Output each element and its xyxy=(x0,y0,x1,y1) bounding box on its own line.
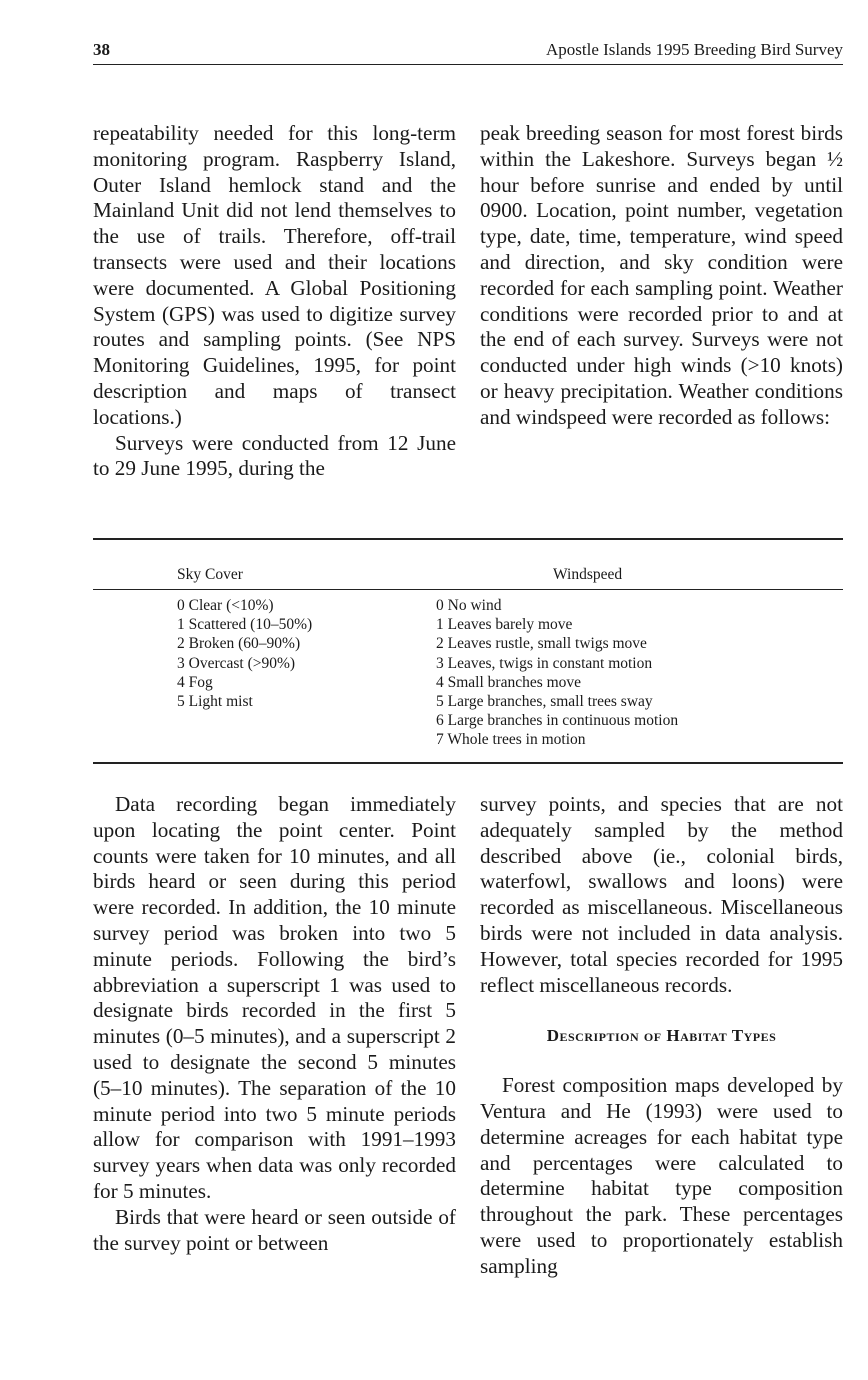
sky-cover-row: 4 Fog xyxy=(177,673,213,691)
running-title: Apostle Islands 1995 Breeding Bird Survey xyxy=(546,40,843,59)
page-number: 38 xyxy=(93,40,110,59)
top-right-paragraph-1: peak breeding season for most forest birds within the Lakeshore. Surveys began ½ hour before sunrise and ended by until 0900. Location, point number, vegetation type, date, time, temperature, wind speed and direction, and sky condition were recorded for each sampling point. Weather conditions were recorded prior to and at the end of each survey. Surveys were not conducted under high winds (>10 knots) or heavy precipitation. Weather conditions and windspeed were recorded as follows: xyxy=(480,121,843,429)
top-left-paragraph-1: repeatability needed for this long-term monitoring program. Raspberry Island, Outer Island hemlock stand and the Mainland Unit did not lend themselves to the use of trails. Therefore, off-trail transects were used and their locations were documented. A Global Positioning System (GPS) was used to digitize survey routes and sampling points. (See NPS Monitoring Guidelines, 1995, for point description and maps of transect locations.) xyxy=(93,121,456,429)
bottom-left-paragraph-2: Birds that were heard or seen outside of the survey point or between xyxy=(93,1204,456,1255)
windspeed-row: 7 Whole trees in motion xyxy=(436,731,586,749)
windspeed-row: 6 Large branches in continuous motion xyxy=(436,712,679,730)
section-heading: Description of Habitat Types xyxy=(546,1026,777,1046)
weather-table-header xyxy=(93,565,843,590)
top-left-column xyxy=(93,121,456,482)
bottom-right-paragraph-2: Forest composition maps developed by Ventura and He (1993) were used to determine acreages for each habitat type and percentages were calculated to determine habitat type composition throughout the park. These percentages were used to proportionately establish sampling xyxy=(480,1073,843,1278)
windspeed-header: Windspeed xyxy=(553,566,623,583)
top-right-column xyxy=(480,121,843,431)
running-header xyxy=(93,38,843,65)
sky-cover-row: 3 Overcast (>90%) xyxy=(177,654,296,672)
bottom-left-paragraph-1: Data recording began immediately upon locating the point center. Point counts were taken for 10 minutes, and all birds heard or seen during this period were recorded. In addition, the 10 minute survey period was broken into two 5 minute periods. Following the bird’s abbreviation a superscript 1 was used to designate birds recorded in the first 5 minutes (0–5 minutes), and a superscript 2 used to designate the second 5 minutes (5–10 minutes). The separation of the 10 minute period into two 5 minute periods allow for comparison with 1991–1993 survey years when data was only recorded for 5 minutes. xyxy=(93,792,456,1203)
windspeed-row: 4 Small branches move xyxy=(436,673,582,691)
sky-cover-row: 5 Light mist xyxy=(177,693,253,711)
bottom-right-paragraph-1: survey points, and species that are not adequately sampled by the method described above (ie., colonial birds, waterfowl, swallows and loons) were recorded as miscellaneous. Miscellaneous birds were not included in data analysis. However, total species recorded for 1995 reflect miscellaneous records. xyxy=(480,792,843,997)
windspeed-row: 3 Leaves, twigs in constant motion xyxy=(436,654,653,672)
sky-cover-row: 2 Broken (60–90%) xyxy=(177,635,301,653)
bottom-right-column xyxy=(480,792,843,1280)
weather-table xyxy=(93,538,843,764)
windspeed-row: 1 Leaves barely move xyxy=(436,616,573,634)
windspeed-list xyxy=(436,596,678,750)
windspeed-row: 5 Large branches, small trees sway xyxy=(436,693,653,711)
bottom-left-column xyxy=(93,792,456,1256)
windspeed-row: 2 Leaves rustle, small twigs move xyxy=(436,635,647,653)
top-left-paragraph-2: Surveys were conducted from 12 June to 29 June 1995, during the xyxy=(93,430,456,481)
sky-cover-header: Sky Cover xyxy=(177,566,243,583)
sky-cover-row: 1 Scattered (10–50%) xyxy=(177,616,313,634)
windspeed-row: 0 No wind xyxy=(436,597,502,614)
sky-cover-list xyxy=(177,596,312,711)
sky-cover-row: 0 Clear (<10%) xyxy=(177,597,274,614)
